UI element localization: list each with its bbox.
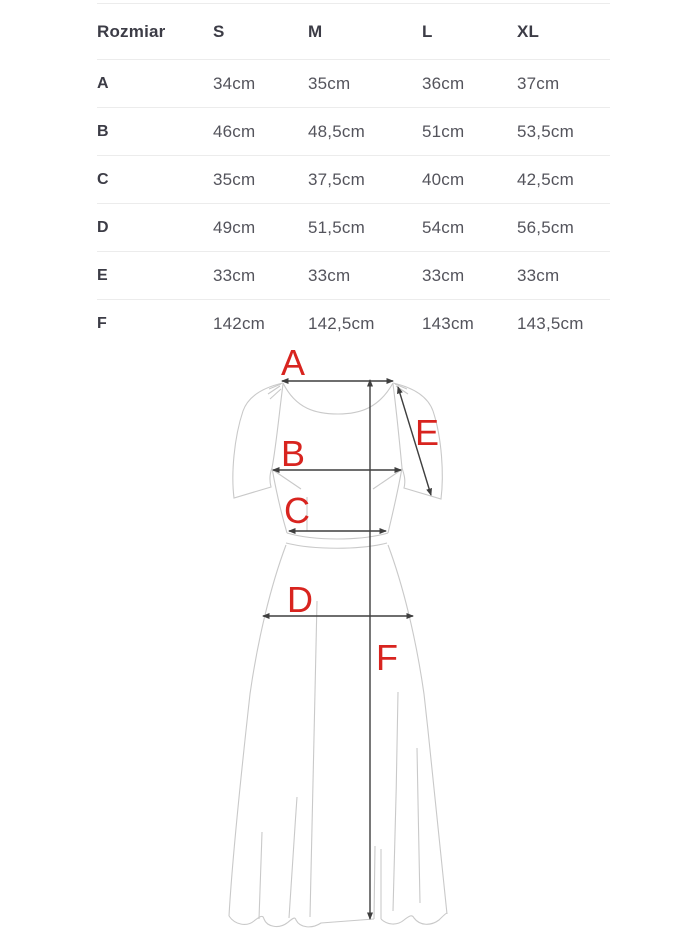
value-cell: 53,5cm xyxy=(517,121,574,141)
value-cell: 34cm xyxy=(213,73,256,93)
value-cell: 33cm xyxy=(213,265,256,285)
row-label: E xyxy=(97,266,108,284)
row-label: B xyxy=(97,122,109,140)
left-shoulder-gathers xyxy=(268,384,281,399)
size-table xyxy=(97,3,610,347)
value-cell: 143cm xyxy=(422,313,475,333)
value-cell: 56,5cm xyxy=(517,217,574,237)
row-label: D xyxy=(97,218,109,236)
value-cell: 142,5cm xyxy=(308,313,375,333)
label-a: A xyxy=(281,345,306,383)
column-header-xl: XL xyxy=(517,21,540,41)
value-cell: 46cm xyxy=(213,121,256,141)
row-label: F xyxy=(97,314,107,332)
value-cell: 143,5cm xyxy=(517,313,584,333)
value-cell: 33cm xyxy=(517,265,560,285)
label-c: C xyxy=(284,490,310,531)
value-cell: 35cm xyxy=(213,169,256,189)
table-row xyxy=(97,251,610,299)
value-cell: 49cm xyxy=(213,217,256,237)
row-label: A xyxy=(97,74,109,92)
value-cell: 54cm xyxy=(422,217,465,237)
table-row xyxy=(97,203,610,251)
measurement-letter-labels xyxy=(281,345,439,678)
hem xyxy=(229,913,447,927)
waistband xyxy=(286,533,388,548)
label-e: E xyxy=(415,412,440,453)
skirt-left-edge xyxy=(229,545,286,916)
label-b: B xyxy=(281,433,306,474)
value-cell: 42,5cm xyxy=(517,169,574,189)
table-header-row xyxy=(97,4,610,59)
value-cell: 51cm xyxy=(422,121,465,141)
value-cell: 51,5cm xyxy=(308,217,365,237)
table-row xyxy=(97,107,610,155)
label-f: F xyxy=(376,637,398,678)
value-cell: 40cm xyxy=(422,169,465,189)
value-cell: 33cm xyxy=(422,265,465,285)
label-d: D xyxy=(287,579,313,620)
left-sleeve xyxy=(233,383,283,498)
value-cell: 142cm xyxy=(213,313,266,333)
neckline xyxy=(283,383,393,414)
dress-measurement-diagram xyxy=(150,345,490,933)
table-row xyxy=(97,155,610,203)
column-header-m: M xyxy=(308,21,323,41)
value-cell: 35cm xyxy=(308,73,351,93)
table-row xyxy=(97,299,610,347)
column-header-s: S xyxy=(213,21,225,41)
column-header-l: L xyxy=(422,21,433,41)
value-cell: 37cm xyxy=(517,73,560,93)
dress-outline xyxy=(229,383,447,927)
value-cell: 37,5cm xyxy=(308,169,365,189)
value-cell: 33cm xyxy=(308,265,351,285)
value-cell: 48,5cm xyxy=(308,121,365,141)
column-header-rozmiar: Rozmiar xyxy=(97,21,166,41)
row-label: C xyxy=(97,170,109,188)
skirt-slit xyxy=(374,846,381,919)
value-cell: 36cm xyxy=(422,73,465,93)
table-row xyxy=(97,59,610,107)
